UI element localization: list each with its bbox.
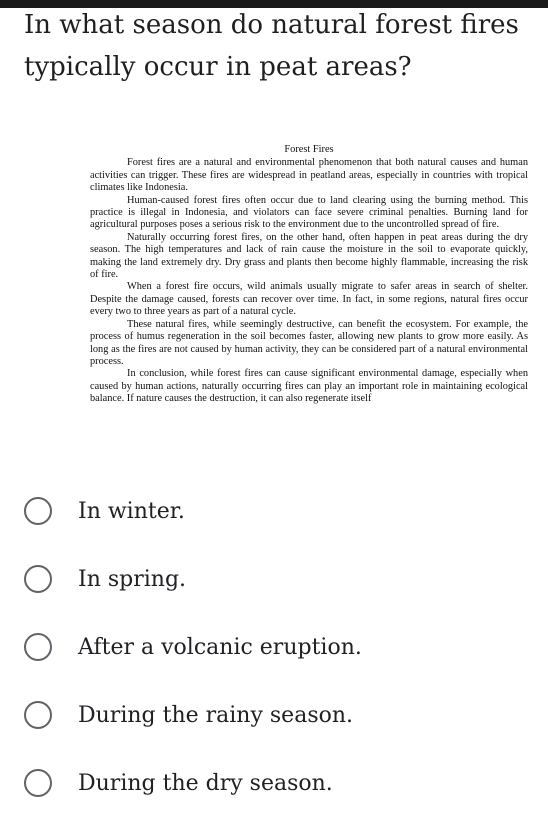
radio-button[interactable] [24, 701, 52, 729]
question-text: In what season do natural forest fires typically occur in peat areas? [24, 10, 519, 82]
passage-paragraph: Forest fires are a natural and environmental phenomenon that both natural causes and human activities can trigger. These fires are widespread in peatland areas, especially in countries with tropical climates like Indonesia. [90, 157, 528, 194]
option-label: In winter. [78, 498, 185, 524]
passage-image [90, 144, 528, 406]
radio-button[interactable] [24, 497, 52, 525]
option-label: During the rainy season. [78, 702, 354, 728]
passage-paragraph: Human-caused forest fires often occur due to land clearing using the burning method. This practice is illegal in Indonesia, and violators can face severe criminal penalties. Burning land for agricultural purposes poses a serious risk to the environment due to the uncontrolled spread of fire. [90, 194, 528, 231]
answer-options [24, 477, 534, 817]
option-dry-season[interactable] [24, 749, 534, 817]
option-rainy-season[interactable] [24, 681, 534, 749]
option-label: After a volcanic eruption. [78, 634, 362, 660]
passage-paragraph: In conclusion, while forest fires can cause significant environmental damage, especially when caused by human actions, naturally occurring fires can play an important role in maintaining ecological balance. If nature causes the destruction, it can also regenerate itself [90, 368, 528, 405]
option-in-spring[interactable] [24, 545, 534, 613]
radio-button[interactable] [24, 565, 52, 593]
option-in-winter[interactable] [24, 477, 534, 545]
radio-button[interactable] [24, 769, 52, 797]
passage-paragraph: When a forest fire occurs, wild animals usually migrate to safer areas in search of shelter. Despite the damage caused, forests can recover over time. In fact, in some regions, natural fires occur every two to three years as part of a natural cycle. [90, 281, 528, 318]
option-after-volcanic-eruption[interactable] [24, 613, 534, 681]
passage-title: Forest Fires [284, 144, 334, 155]
passage-paragraph: Naturally occurring forest fires, on the other hand, often happen in peat areas during the dry season. The high temperatures and lack of rain cause the moisture in the soil to evaporate quickly, making the land extremely dry. Dry grass and plants then become highly flammable, increasing the risk of fire. [90, 231, 528, 281]
option-label: During the dry season. [78, 770, 333, 796]
option-label: In spring. [78, 566, 187, 592]
radio-button[interactable] [24, 633, 52, 661]
passage-paragraph: These natural fires, while seemingly destructive, can benefit the ecosystem. For example, the process of humus regeneration in the soil becomes faster, allowing new plants to grow more easily. As long as the fires are not caused by human activity, they can be considered part of a natural environmental process. [90, 318, 528, 367]
